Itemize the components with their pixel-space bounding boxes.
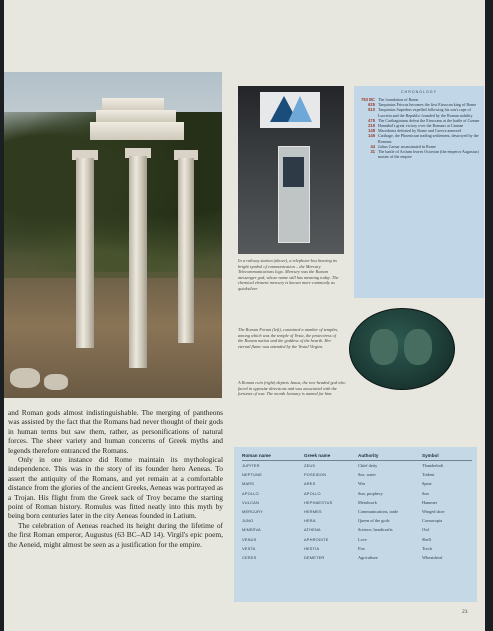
temple-column bbox=[178, 158, 194, 343]
chronology-year: 31 bbox=[370, 149, 375, 155]
greek-name-cell: APHRODITE bbox=[304, 536, 329, 542]
table-header-row bbox=[242, 452, 472, 461]
symbol-cell: Wheatsheaf bbox=[422, 555, 443, 561]
ruin-stone bbox=[44, 374, 68, 390]
authority-cell: War bbox=[358, 481, 366, 487]
chronology-item bbox=[357, 133, 482, 143]
authority-cell: Metalwork bbox=[358, 499, 377, 505]
roman-name-cell: MARS bbox=[242, 481, 255, 487]
authority-cell: Communications, trade bbox=[358, 509, 399, 515]
body-text bbox=[8, 408, 223, 549]
temple-entablature-middle bbox=[96, 110, 176, 122]
janus-face-left bbox=[370, 329, 398, 365]
telephone-box bbox=[278, 146, 310, 243]
greek-name-cell: HERA bbox=[304, 518, 316, 524]
table-row bbox=[242, 489, 472, 498]
symbol-cell: Spear bbox=[422, 481, 432, 487]
authority-cell: Fire bbox=[358, 545, 365, 551]
column-header: Roman name bbox=[242, 452, 304, 461]
chronology-title: CHRONOLOGY bbox=[401, 90, 437, 94]
chronology-event: Macedonia defeated by Rome and Greece annexed bbox=[378, 128, 462, 134]
authority-cell: Queen of the gods bbox=[358, 518, 390, 524]
chronology-year: 475 bbox=[368, 117, 375, 123]
telephone-box-panel bbox=[283, 157, 304, 187]
column-header: Symbol bbox=[422, 452, 472, 461]
roman-name-cell: APOLLO bbox=[242, 490, 259, 496]
table-row bbox=[242, 516, 472, 525]
roman-name-cell: VESTA bbox=[242, 545, 256, 551]
greek-name-cell: ARES bbox=[304, 481, 316, 487]
greek-name-cell: POSEIDON bbox=[304, 472, 327, 478]
authority-cell: Chief deity bbox=[358, 463, 378, 468]
chronology-year: 44 bbox=[370, 143, 375, 149]
authority-cell: Sea, water bbox=[358, 472, 376, 478]
chronology-event: Hannibal's great victory over the Romans at Cannae bbox=[378, 123, 464, 129]
greek-name-cell: DEMETER bbox=[304, 555, 325, 561]
chronology-year: 148 bbox=[368, 128, 375, 134]
authority-cell: Science, handicrafts bbox=[358, 527, 393, 533]
symbol-cell: Hammer bbox=[422, 499, 438, 505]
roman-name-cell: VENUS bbox=[242, 536, 257, 542]
chronology-item bbox=[357, 149, 482, 159]
roman-name-cell: CERES bbox=[242, 555, 257, 561]
symbol-cell: Trident bbox=[422, 472, 435, 478]
roman-forum-photo bbox=[4, 72, 222, 398]
roman-name-cell: JUPITER bbox=[242, 463, 260, 468]
forum-caption: The Roman Forum (left), contained a number of temples, among which was the temple of Vesta, the protectress of the Roman nation and the goddess of the hearth. Her eternal flame was attended by the Vestal Virgins. bbox=[238, 327, 339, 349]
roman-name-cell: MINERVA bbox=[242, 527, 261, 533]
authority-cell: Sun, prophecy bbox=[358, 490, 383, 496]
chronology-year: 625 bbox=[368, 102, 375, 108]
greek-name-cell: ATHENA bbox=[304, 527, 321, 533]
temple-entablature-base bbox=[90, 122, 184, 140]
railway-station-photo bbox=[238, 86, 344, 254]
table-row bbox=[242, 461, 472, 471]
table-row bbox=[242, 479, 472, 488]
janus-coin-photo bbox=[349, 308, 455, 390]
roman-name-cell: VULCAN bbox=[242, 499, 259, 505]
chronology-year: 216 bbox=[368, 123, 375, 129]
symbol-cell: Thunderbolt bbox=[422, 463, 444, 468]
roman-name-cell: MERCURY bbox=[242, 509, 263, 515]
body-paragraph: The celebration of Aeneas reached its height during the lifetime of the first Roman emperor, Augustus (63 BC–AD 14). Virgil's epic poem, the Aeneid, might almost be seen as a justification for the empire. bbox=[8, 520, 223, 549]
symbol-cell: Shell bbox=[422, 536, 431, 542]
greek-name-cell: HERMES bbox=[304, 509, 322, 515]
ruin-stone bbox=[10, 368, 40, 388]
chronology-event: The battle of Actium leaves Octavian (the emperor Augustus) master of the empire bbox=[378, 149, 479, 160]
table-row bbox=[242, 553, 472, 562]
authority-cell: Agriculture bbox=[358, 555, 378, 561]
table-row bbox=[242, 498, 472, 507]
body-paragraph: Only in one instance did Rome maintain its mythological independence. This was in the story of its founder hero Aeneas. To assert the antiquity of the Romans, and yet remain at a comfortable distance from the glories of the ancient Greeks, Aeneas was portrayed as a Trojan. His flight from the Greek sack of Troy became the starting point of Roman history. Romulus was fitted neatly into this myth by being born centuries later in the city Aeneas founded in Latium. bbox=[8, 455, 223, 521]
symbol-cell: Torch bbox=[422, 545, 432, 551]
column-header: Authority bbox=[358, 452, 422, 461]
chronology-event: Tarquinius Superbus expelled following his son's rape of Lucretia and the Republic founded by the Roman nobility bbox=[378, 107, 473, 118]
coin-caption: A Roman coin (right) depicts Janus, the two-headed god who faced in opposite directions and was associated with the fortunes of war. The month January is named for him. bbox=[238, 380, 346, 396]
chronology-item bbox=[357, 107, 482, 117]
table-row bbox=[242, 507, 472, 516]
symbol-cell: Owl bbox=[422, 527, 430, 533]
chronology-event: Julius Caesar assassinated in Rome bbox=[378, 143, 436, 149]
roman-name-cell: NEPTUNE bbox=[242, 472, 262, 478]
temple-column bbox=[76, 158, 94, 348]
greek-name-cell: ZEUS bbox=[304, 463, 316, 468]
body-paragraph: and Roman gods almost indistinguishable. The merging of pantheons was assisted by the fact that the Romans had never thought of their gods in human terms but saw them, rather, as personifications of natural forces. The sheer variety and human concerns of Greek myths and legends therefore entranced the Romans. bbox=[8, 408, 223, 455]
book-page bbox=[4, 0, 485, 631]
chronology-event: The foundation of Rome bbox=[378, 97, 419, 102]
greek-name-cell: HEPHAESTUS bbox=[304, 499, 333, 505]
temple-column bbox=[129, 156, 147, 368]
roman-name-cell: JUNO bbox=[242, 518, 254, 524]
chronology-year: 510 bbox=[368, 107, 375, 113]
logo-shape-light bbox=[288, 96, 312, 122]
symbol-cell: Sun bbox=[422, 490, 429, 496]
gods-table-panel bbox=[234, 447, 477, 602]
greek-name-cell: HESTIA bbox=[304, 545, 320, 551]
column-header: Greek name bbox=[304, 452, 358, 461]
symbol-cell: Winged shoe bbox=[422, 509, 445, 515]
table-row bbox=[242, 544, 472, 553]
chronology-event: The Carthaginians defeat the Etruscans at the battle of Cumae bbox=[378, 117, 480, 123]
chronology-event: Carthage, the Phoenician trading settlement, destroyed by the Romans bbox=[378, 133, 479, 144]
table-row bbox=[242, 470, 472, 479]
page-number: 23 bbox=[462, 609, 468, 615]
gods-table bbox=[242, 452, 472, 562]
table-row bbox=[242, 525, 472, 534]
authority-cell: Love bbox=[358, 536, 367, 542]
chronology-list bbox=[357, 97, 482, 159]
station-caption: In a railway station (above), a telephone box bearing its bright symbol of communication – the Mercury Telecommunications logo. Mercury was the Roman messenger god, whose name still has meaning today. The chemical element mercury is known more commonly as quicksilver. bbox=[238, 258, 339, 291]
chronology-panel bbox=[354, 86, 484, 298]
mercury-logo-sign bbox=[260, 92, 320, 128]
symbol-cell: Cornucopia bbox=[422, 518, 443, 524]
chronology-year: 146 bbox=[368, 133, 375, 139]
table-row bbox=[242, 535, 472, 544]
chronology-year: 753 BC bbox=[361, 97, 375, 102]
chronology-event: Tarquinius Priscus becomes the first Etruscan king of Rome bbox=[378, 102, 477, 108]
greek-name-cell: APOLLO bbox=[304, 490, 321, 496]
janus-face-right bbox=[404, 329, 432, 365]
